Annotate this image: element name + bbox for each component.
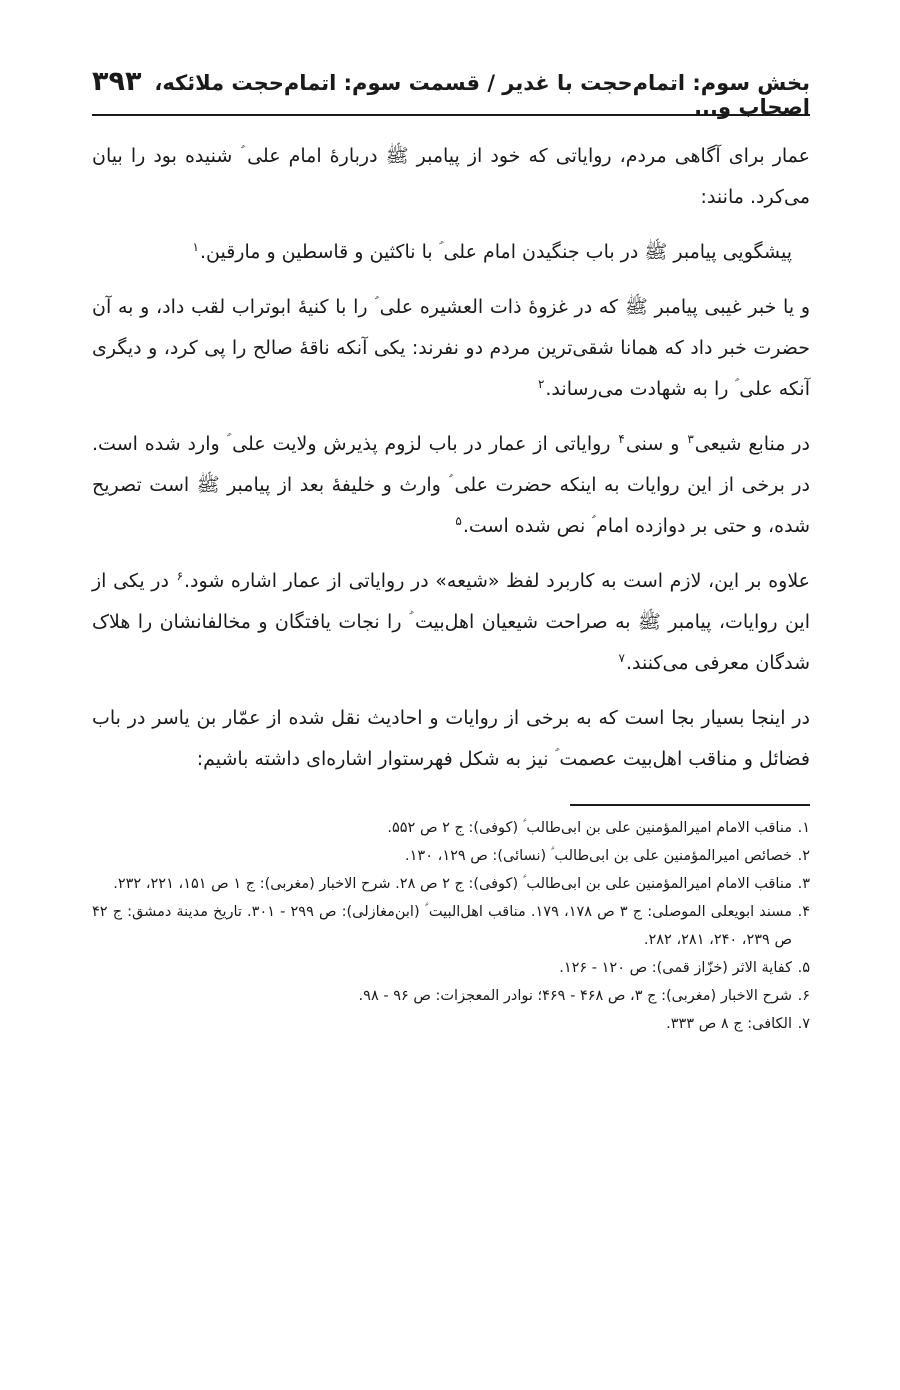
paragraph-text: در یکی از این روایات، پیامبر ﷺ به صراحت شیعیان اهل‌بیت ؑ را نجات یافتگان و مخالفانشان را هلاک شدگان معرفی می‌کنند. — [92, 570, 810, 674]
footnote-item — [92, 898, 810, 954]
footnote-marker[interactable]: ۷ — [618, 650, 625, 665]
footnote-item — [92, 954, 810, 982]
paragraph-6 — [92, 698, 810, 780]
footnote-number: ۱. — [797, 820, 810, 836]
paragraph-2 — [92, 232, 810, 273]
running-header — [92, 66, 810, 119]
paragraph-text: علاوه بر این، لازم است به کاربرد لفظ «شیعه» در روایاتی از عمار اشاره شود. — [184, 570, 810, 592]
paragraph-text: در اینجا بسیار بجا است که به برخی از روایات و احادیث نقل شده از عمّار بن یاسر در باب فضائل و مناقب اهل‌بیت عصمت ؑ نیز به شکل فهرستوار اشاره‌ای داشته باشیم: — [92, 707, 810, 770]
footnote-text: مناقب الامام امیرالمؤمنین علی بن ابی‌طالب ؑ (کوفی): ج ۲ ص ۲۸. شرح الاخبار (مغربی): ج ۱ ص ۱۵۱، ۲۲۱، ۲۳۲. — [113, 876, 792, 892]
footnote-text: مسند ابویعلی الموصلی: ج ۳ ص ۱۷۸، ۱۷۹. مناقب اهل‌البیت ؑ (ابن‌مغازلی): ص ۲۹۹ - ۳۰۱. تاریخ مدینة دمشق: ج ۴۲ ص ۲۳۹، ۲۴۰، ۲۸۱، ۲۸۲. — [92, 904, 792, 948]
book-page — [92, 66, 810, 1038]
footnote-item — [92, 982, 810, 1010]
paragraph-5 — [92, 561, 810, 684]
paragraph-text: پیشگویی پیامبر ﷺ در باب جنگیدن امام علی ؑ با ناکثین و قاسطین و مارقین. — [199, 241, 792, 263]
footnote-number: ۷. — [797, 1016, 810, 1032]
footnote-text: خصائص امیرالمؤمنین علی بن ابی‌طالب ؑ (نسائی): ص ۱۲۹، ۱۳۰. — [405, 848, 792, 864]
footnote-item — [92, 870, 810, 898]
footnote-text: شرح الاخبار (مغربی): ج ۳، ص ۴۶۸ - ۴۶۹؛ نوادر المعجزات: ص ۹۶ - ۹۸. — [358, 988, 792, 1004]
footnote-number: ۶. — [797, 988, 810, 1004]
footnote-item — [92, 842, 810, 870]
footnote-marker[interactable]: ۳ — [687, 431, 694, 446]
footnote-marker[interactable]: ۵ — [455, 513, 462, 528]
footnote-marker[interactable]: ۱ — [192, 239, 199, 254]
paragraph-text: روایاتی از عمار در باب لزوم پذیرش ولایت علی ؑ وارد شده است. در برخی از این روایات به اینکه حضرت علی ؑ وارث و خلیفهٔ بعد از پیامبر ﷺ است تصریح شده، و حتی بر دوازده امام ؑ نص شده است. — [92, 433, 810, 537]
footnote-marker[interactable]: ۴ — [618, 431, 625, 446]
header-title: بخش سوم: اتمام‌حجت با غدیر / قسمت سوم: اتمام‌حجت ملائکه، اصحاب و... — [154, 71, 810, 119]
paragraph-text: و سنی — [625, 433, 687, 455]
paragraph-text: در منابع شیعی — [694, 433, 810, 455]
footnotes-list — [92, 814, 810, 1038]
footnote-number: ۵. — [797, 960, 810, 976]
footnote-divider — [570, 804, 810, 806]
paragraph-1 — [92, 136, 810, 218]
footnote-text: مناقب الامام امیرالمؤمنین علی بن ابی‌طالب ؑ (کوفی): ج ۲ ص ۵۵۲. — [387, 820, 792, 836]
footnote-item — [92, 1010, 810, 1038]
footnote-marker[interactable]: ۶ — [176, 568, 184, 583]
footnote-text: کفایة الاثر (خزّاز قمی): ص ۱۲۰ - ۱۲۶. — [559, 960, 792, 976]
footnote-item — [92, 814, 810, 842]
paragraph-text: و یا خبر غیبی پیامبر ﷺ که در غزوهٔ ذات العشیره علی ؑ را با کنیهٔ ابوتراب لقب داد، و به آن حضرت خبر داد که همانا شقی‌ترین مردم دو نفرند: یکی آنکه ناقهٔ صالح را پی کرد، و دیگری آنکه علی ؑ را به شهادت می‌رساند. — [92, 296, 810, 400]
footnote-number: ۳. — [797, 876, 810, 892]
footnote-number: ۴. — [797, 904, 810, 920]
footnote-text: الکافی: ج ۸ ص ۳۳۳. — [666, 1016, 792, 1032]
paragraph-4 — [92, 424, 810, 547]
page-number: ۳۹۳ — [92, 66, 142, 97]
paragraph-text: عمار برای آگاهی مردم، روایاتی که خود از پیامبر ﷺ دربارهٔ امام علی ؑ شنیده بود را بیان می‌کرد. مانند: — [92, 145, 810, 208]
footnote-number: ۲. — [797, 848, 810, 864]
footnote-marker[interactable]: ۲ — [537, 376, 545, 391]
body-text — [92, 136, 810, 780]
paragraph-3 — [92, 287, 810, 410]
